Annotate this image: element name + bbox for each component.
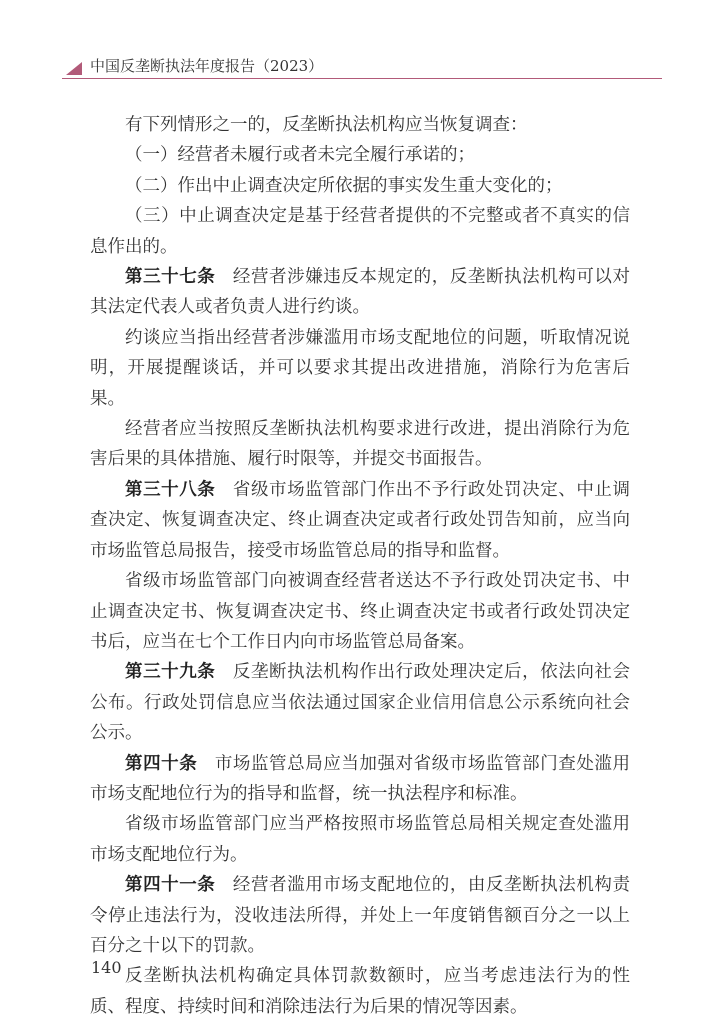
paragraph-text: 约谈应当指出经营者涉嫌滥用市场支配地位的问题，听取情况说明，开展提醒谈话，并可以要求其提出改进措施，消除行为危害后果。 [90,327,630,409]
paragraph [90,171,630,201]
paragraph-text: 有下列情形之一的，反垄断执法机构应当恢复调查： [125,115,528,135]
paragraph-text: 经营者涉嫌违反本规定的，反垄断执法机构可以对其法定代表人或者负责人进行约谈。 [90,267,631,318]
paragraph-text: （三）中止调查决定是基于经营者提供的不完整或者不真实的信息作出的。 [90,206,630,257]
paragraph [90,961,630,1022]
paragraph-text: 省级市场监管部门应当严格按照市场监管总局相关规定查处滥用市场支配地位行为。 [90,814,630,865]
paragraph [90,414,630,475]
paragraph-text: （二）作出中止调查决定所依据的事实发生重大变化的； [125,175,563,196]
paragraph [90,323,630,414]
paragraph-text: 省级市场监管部门向被调查经营者送达不予行政处罚决定书、中止调查决定书、恢复调查决定书、终止调查决定书或者行政处罚决定书后，应当在七个工作日内向市场监管总局备案。 [90,571,630,652]
article-number: 第三十七条 [125,267,216,288]
paragraph [90,870,630,961]
paragraph-text: （一）经营者未履行或者未完全履行承诺的； [125,145,475,166]
paragraph-text: 市场监管总局应当加强对省级市场监管部门查处滥用市场支配地位行为的指导和监督，统一执法程序和标准。 [90,753,631,804]
paragraph [90,110,630,140]
paragraph [90,201,630,262]
paragraph [90,749,630,810]
header-triangle-icon [66,62,82,75]
paragraph [90,657,630,748]
header-title: 中国反垄断执法年度报告（2023） [90,57,324,75]
paragraph [90,475,630,566]
article-number: 第四十条 [125,753,198,774]
article-number: 第三十八条 [125,479,216,500]
article-number: 第三十九条 [125,662,216,683]
article-number: 第四十一条 [125,875,216,896]
paragraph-text: 经营者滥用市场支配地位的，由反垄断执法机构责令停止违法行为，没收违法所得，并处上一年度销售额百分之一以上百分之十以下的罚款。 [90,875,631,956]
running-header [62,56,662,80]
paragraph-text: 省级市场监管部门作出不予行政处罚决定、中止调查决定、恢复调查决定、终止调查决定或者行政处罚告知前，应当向市场监管总局报告，接受市场监管总局的指导和监督。 [90,479,631,561]
header-rule [62,78,662,79]
paragraph-text: 反垄断执法机构确定具体罚款数额时，应当考虑违法行为的性质、程度、持续时间和消除违法行为后果的情况等因素。 [90,966,630,1017]
paragraph [90,566,630,657]
paragraph [90,809,630,870]
paragraph-text: 反垄断执法机构作出行政处理决定后，依法向社会公布。行政处罚信息应当依法通过国家企业信用信息公示系统向社会公示。 [90,662,631,744]
paragraph-text: 经营者应当按照反垄断执法机构要求进行改进，提出消除行为危害后果的具体措施、履行时限等，并提交书面报告。 [90,419,630,470]
page-number: 140 [91,958,122,977]
body-text [90,110,630,1022]
paragraph [90,262,630,323]
paragraph [90,140,630,170]
